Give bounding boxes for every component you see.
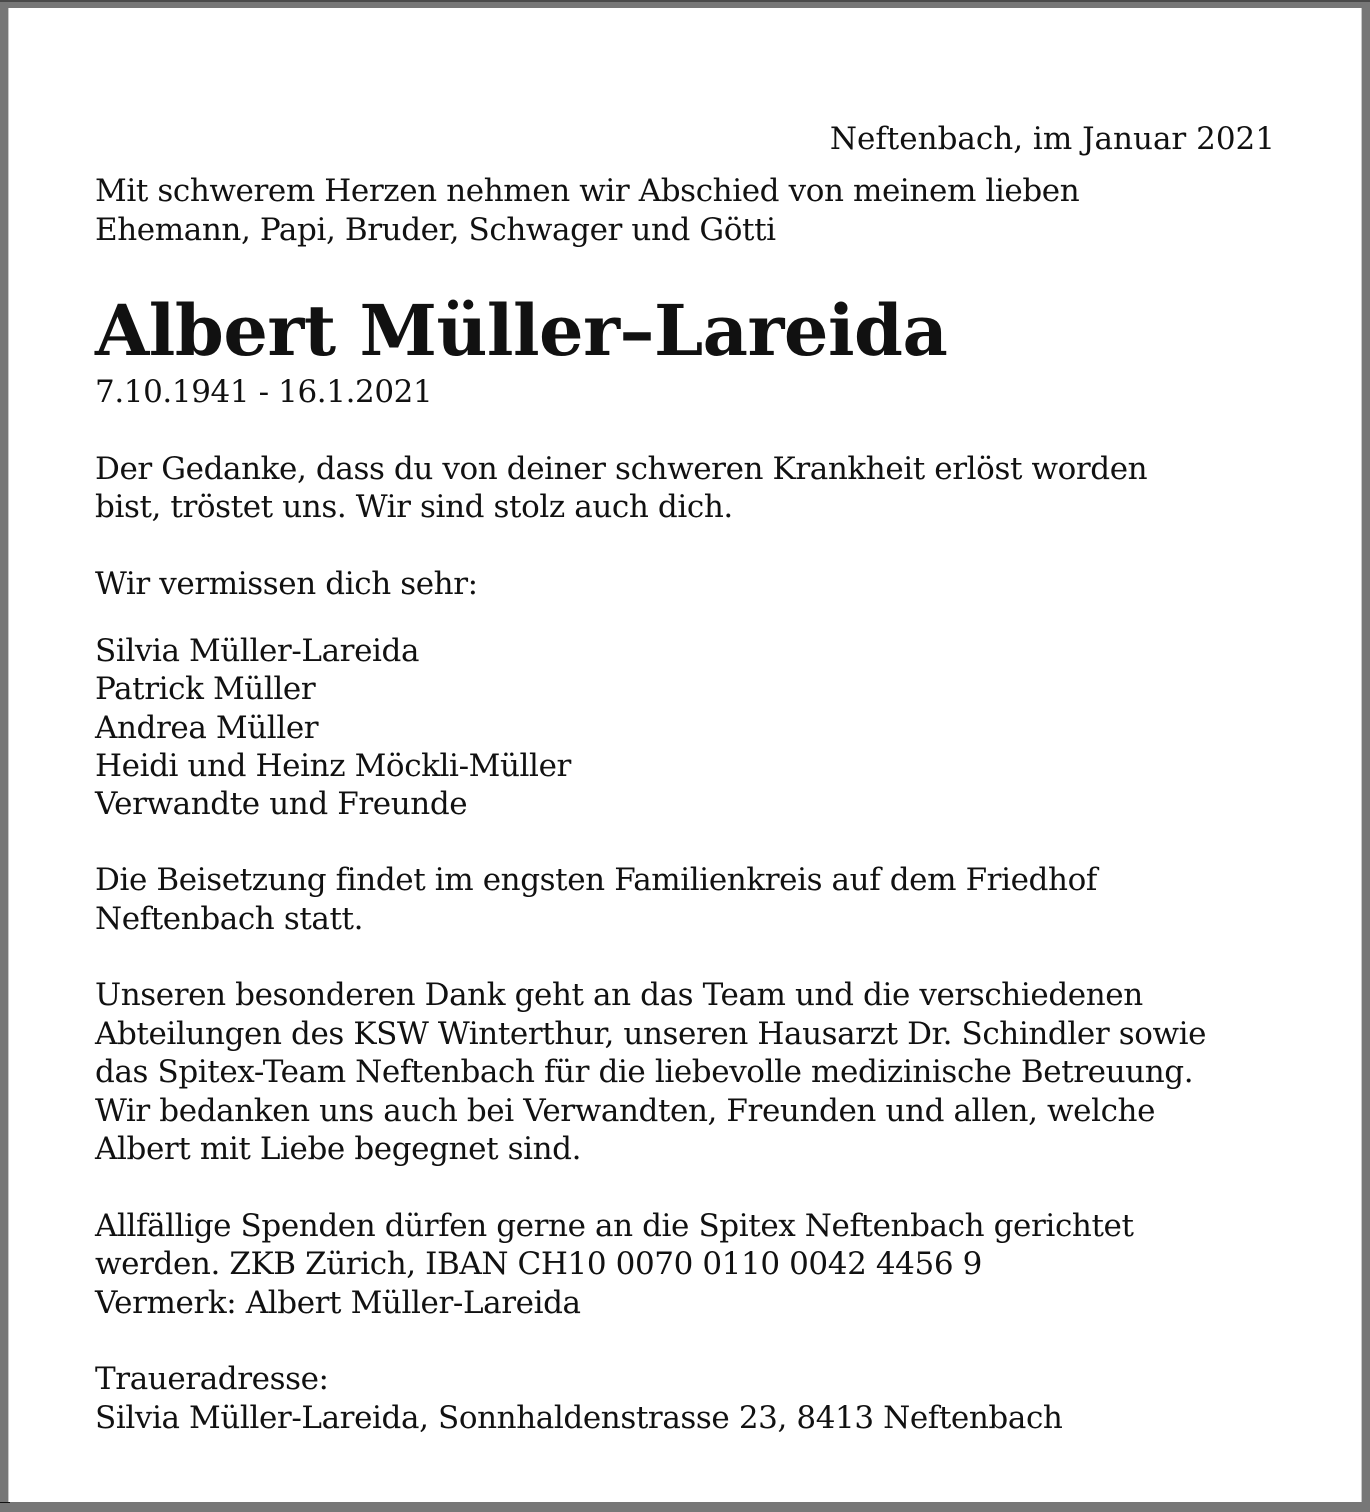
mourning-address-label: Traueradresse: (95, 1361, 329, 1398)
consolation-text (95, 450, 1295, 527)
intro-text (95, 172, 1295, 249)
place-date: Neftenbach, im Januar 2021 (829, 121, 1275, 157)
thanks-line: Unseren besonderen Dank geht an das Team und die verschiedenen (95, 977, 1143, 1014)
donations-text (95, 1207, 1295, 1323)
intro-line: Ehemann, Papi, Bruder, Schwager und Götti (95, 211, 776, 248)
mourner-name: Andrea Müller (95, 709, 319, 746)
mourning-address-value: Silvia Müller-Lareida, Sonnhaldenstrasse 23, 8413 Neftenbach (95, 1399, 1063, 1436)
mourners-intro: Wir vermissen dich sehr: (95, 565, 478, 602)
intro-line: Mit schwerem Herzen nehmen wir Abschied von meinem lieben (95, 173, 1080, 209)
thanks-line: Wir bedanken uns auch bei Verwandten, Freunden und allen, welche (95, 1092, 1156, 1129)
thanks-line: Abteilungen des KSW Winterthur, unseren Hausarzt Dr. Schindler sowie (95, 1015, 1207, 1052)
thanks-line: das Spitex-Team Neftenbach für die liebevolle medizinische Betreuung. (95, 1054, 1194, 1091)
consolation-line: Der Gedanke, dass du von deiner schweren Krankheit erlöst worden (95, 450, 1148, 487)
deceased-name: Albert Müller–Lareida (95, 289, 948, 372)
mourners-list (95, 632, 1295, 823)
thanks-text (95, 976, 1295, 1169)
burial-line: Die Beisetzung findet im engsten Familienkreis auf dem Friedhof (95, 862, 1097, 899)
mourning-address (95, 1360, 1295, 1437)
donations-line: werden. ZKB Zürich, IBAN CH10 0070 0110 0042 4456 9 (95, 1246, 982, 1283)
window-top-edge (0, 0, 1370, 2)
obituary-content (95, 172, 1295, 1437)
burial-notice (95, 861, 1295, 938)
consolation-line: bist, tröstet uns. Wir sind stolz auch dich. (95, 489, 733, 525)
mourner-name: Heidi und Heinz Möckli-Müller (95, 747, 571, 784)
thanks-line: Albert mit Liebe begegnet sind. (95, 1131, 582, 1168)
burial-line: Neftenbach statt. (95, 900, 364, 937)
mourner-name: Verwandte und Freunde (95, 786, 468, 823)
donations-line: Allfällige Spenden dürfen gerne an die Spitex Neftenbach gerichtet (95, 1207, 1134, 1244)
donations-line: Vermerk: Albert Müller-Lareida (95, 1284, 581, 1321)
mourner-name: Silvia Müller-Lareida (95, 633, 420, 669)
life-dates: 7.10.1941 - 16.1.2021 (95, 374, 433, 410)
page-corner-shadow (0, 1502, 10, 1503)
obituary-page (8, 8, 1362, 1502)
mourner-name: Patrick Müller (95, 671, 316, 708)
